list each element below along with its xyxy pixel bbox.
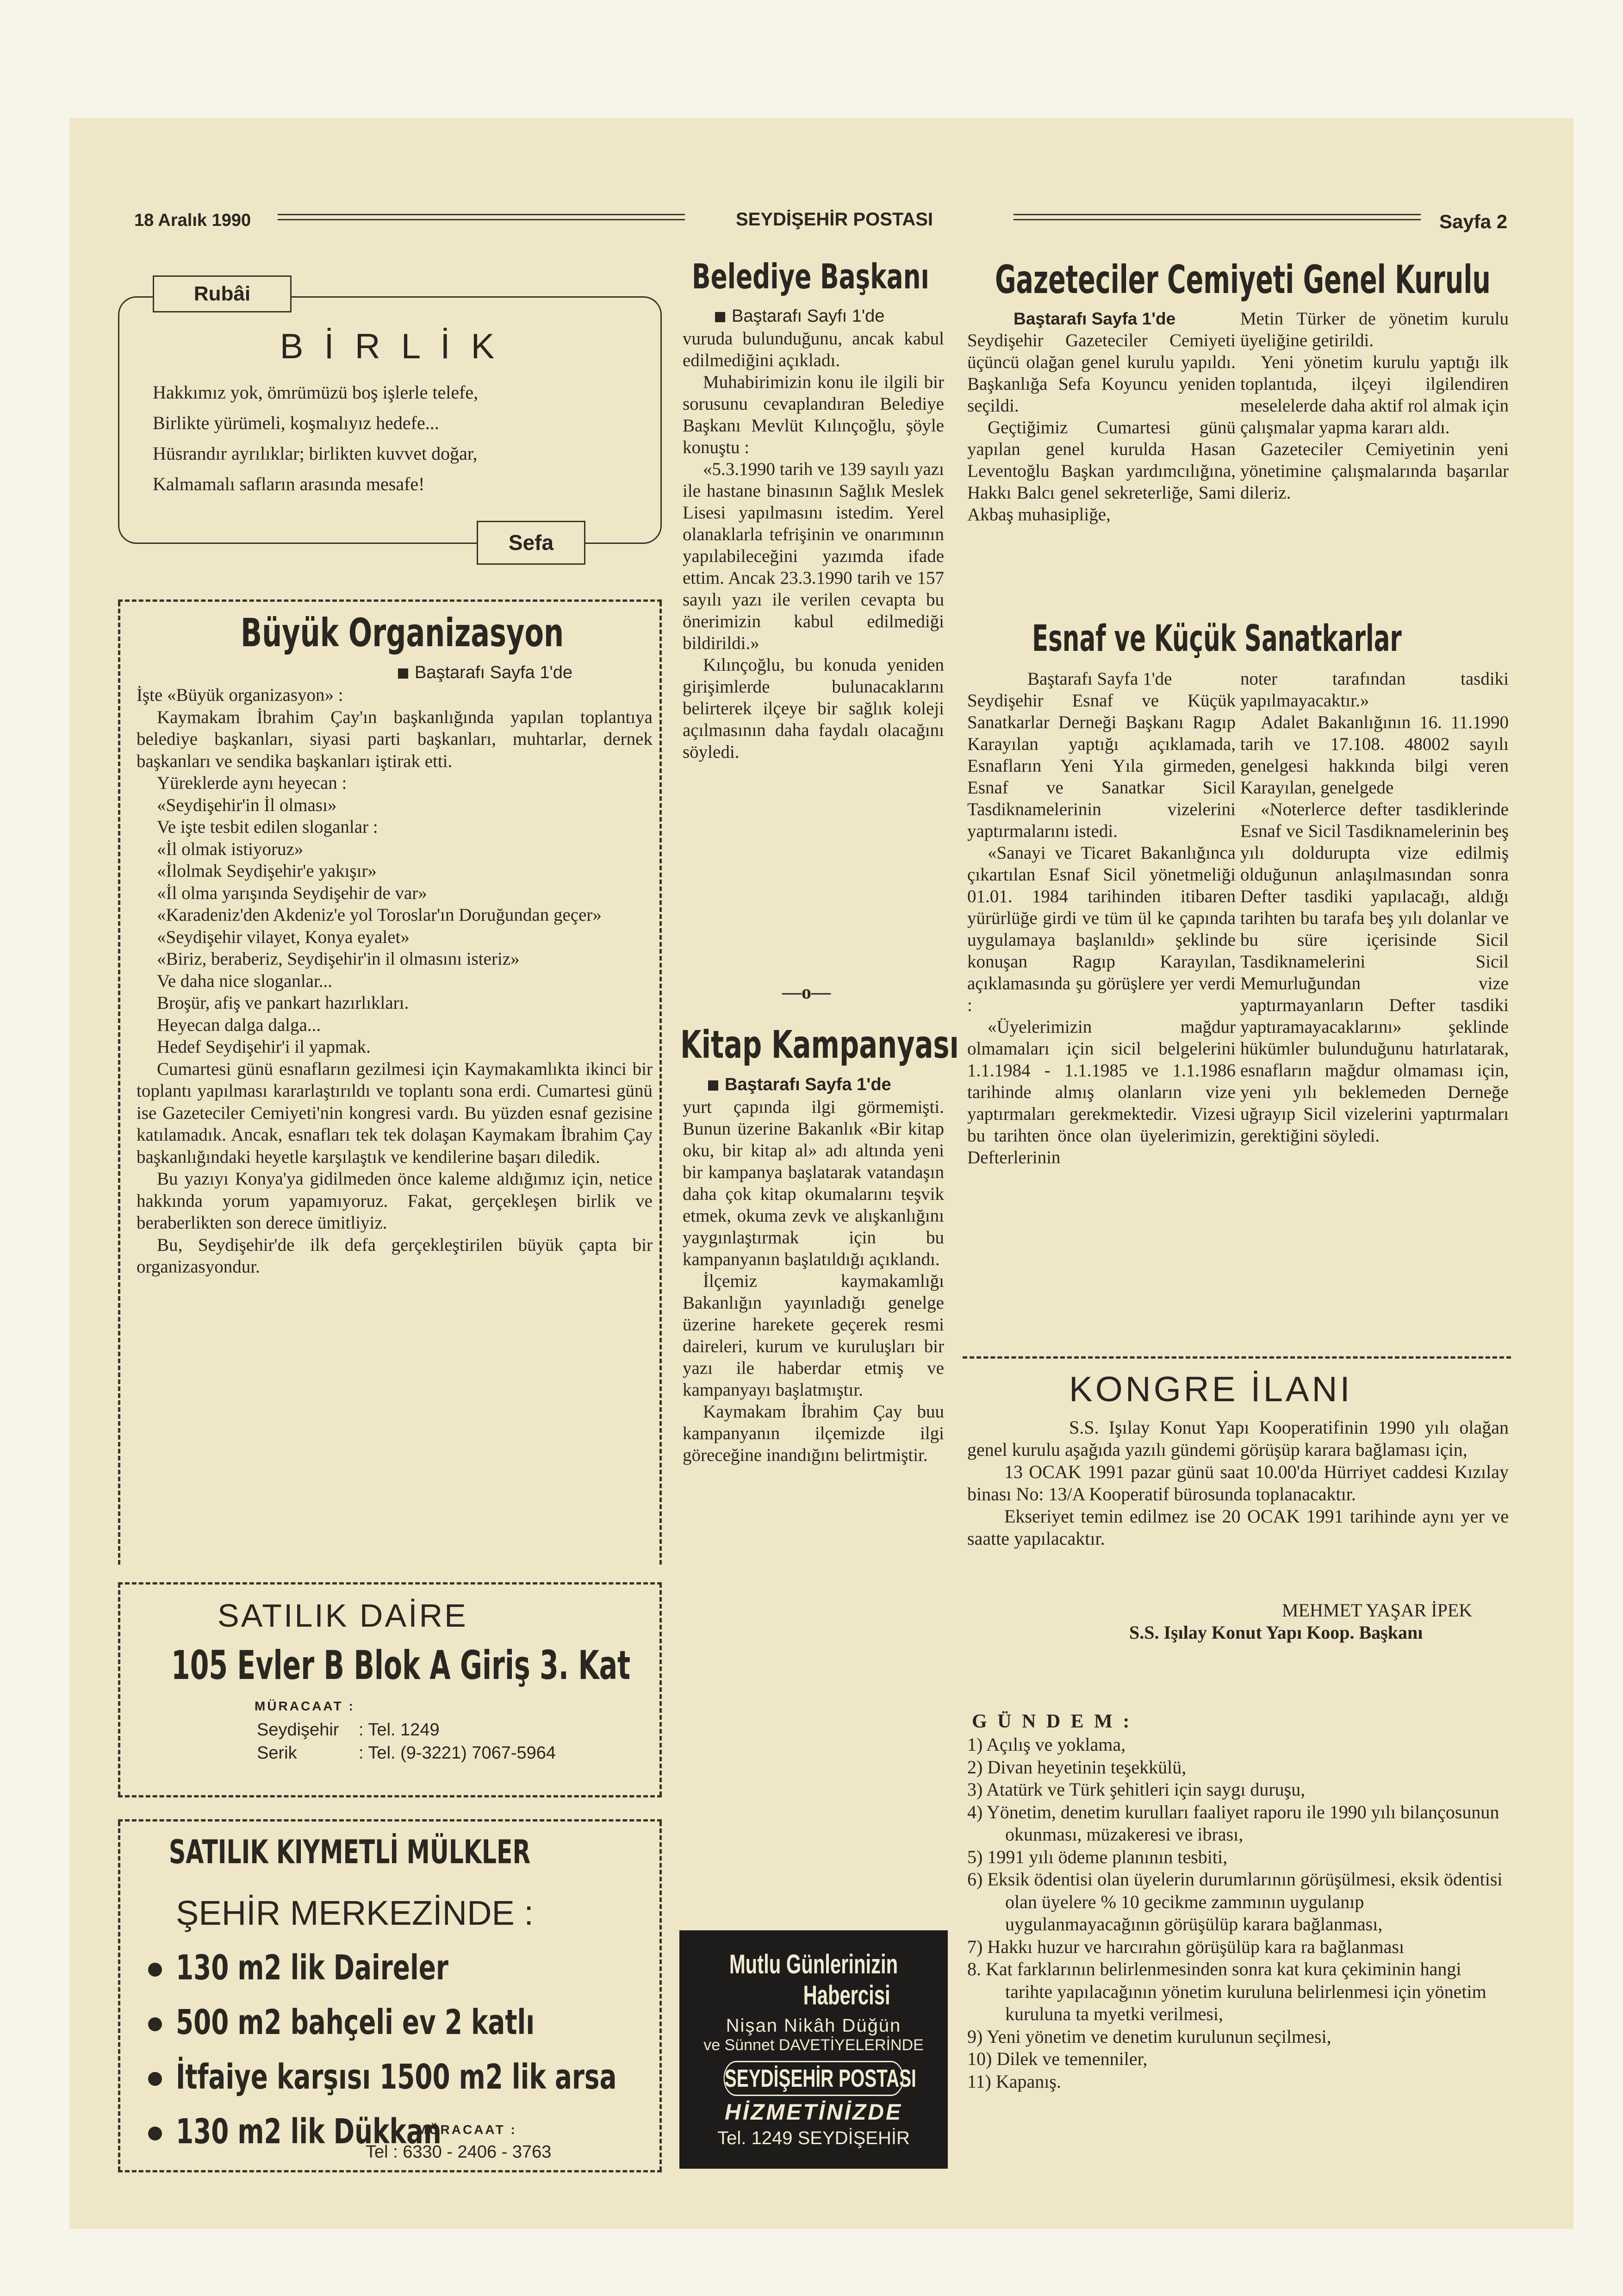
header-rule-right xyxy=(1014,214,1421,220)
gundem-item: 3) Atatürk ve Türk şehitleri için saygı duruşu, xyxy=(967,1779,1306,1800)
paragraph: Bu yazıyı Konya'ya gidilmeden önce kaleme aldığımız için, netice hakkında yorum yapamıyoruz. Fakat, gerçekleşen birlik ve beraberlikten son derece ümitliyiz. xyxy=(137,1169,653,1233)
paragraph: «İl olma yarışında Seydişehir de var» xyxy=(157,883,427,903)
gundem-item: 6) Eksik ödentisi olan üyelerin durumlarının görüşülmesi, eksik ödentisi olan üyelere % 10 gecikme zammının uygulanıp uygulanmayacağının görüşülüp karara bağlanması, xyxy=(967,1869,1503,1934)
paragraph: Muhabirimizin konu ile ilgili bir sorusunu cevaplandıran Belediye Başkanı Mevlüt Kılınçoğlu, şöyle konuştu : xyxy=(683,372,944,457)
gundem-title: G Ü N D E M : xyxy=(972,1711,1132,1732)
contact-row xyxy=(257,1741,556,1765)
ad-line: ve Sünnet DAVETİYELERİNDE xyxy=(703,2036,924,2054)
daire-border-left xyxy=(118,1583,120,1796)
organizasyon-continued xyxy=(398,663,572,683)
paragraph: Kaymakam İbrahim Çay buu kampanyanın ilçemizde ilgi göreceğine inandığını belirtmiştir. xyxy=(683,1402,944,1465)
kongre-signer: MEHMET YAŞAR İPEK xyxy=(1282,1600,1473,1621)
paragraph: Bu, Seydişehir'de ilk defa gerçekleştirilen büyük çapta bir organizasyondur. xyxy=(137,1235,653,1277)
ad-line: Nişan Nikâh Düğün xyxy=(726,2015,902,2036)
gundem-item: 5) 1991 yılı ödeme planının tesbiti, xyxy=(967,1846,1228,1867)
continued-label: Baştarafı Sayfa 1'de xyxy=(1014,309,1176,328)
newspaper-name: SEYDİŞEHİR POSTASI xyxy=(736,209,933,230)
paragraph: Seydişehir Gazeteciler Cemiyeti üçüncü olağan genel kurulu yapıldı. Başkanlığa Sefa Koyuncu yeniden seçildi. xyxy=(967,331,1236,416)
paragraph: Ve işte tesbit edilen sloganlar : xyxy=(157,817,378,837)
paragraph: Seydişehir Esnaf ve Küçük Sanatkarlar Derneği Başkanı Ragıp Karayılan yaptığı açıklamada, Esnafların Yeni Yıla girmeden, Esnaf ve Sanatkar Sicil Tasdiknamelerinin vizelerini yaptırmalarını istedi. xyxy=(967,691,1236,841)
paragraph: «Karadeniz'den Akdeniz'e yol Toroslar'ın Doruğundan geçer» xyxy=(157,905,602,925)
contact-tel: : Tel. (9-3221) 7067-5964 xyxy=(359,1743,556,1763)
kongre-signer-title: S.S. Işılay Konut Yapı Koop. Başkanı xyxy=(1129,1622,1423,1643)
rubai-title: B İ R L İ K xyxy=(280,327,500,366)
gundem-item: 2) Divan heyetinin teşekkülü, xyxy=(967,1756,1187,1778)
continued-label: Baştarafı Sayfı 1'de xyxy=(732,306,885,326)
organizasyon-body xyxy=(137,684,653,1278)
rubai-line: Birlikte yürümeli, koşmalıyız hedefe... xyxy=(153,412,439,433)
paragraph: Broşür, afiş ve pankart hazırlıkları. xyxy=(157,993,409,1013)
mulkler-item-text: 500 m2 bahçeli ev 2 katlı xyxy=(176,2003,535,2042)
paragraph: noter tarafından tasdiki yapılmayacaktır.» xyxy=(1240,669,1509,711)
gundem-item: 4) Yönetim, denetim kurulları faaliyet raporu ile 1990 yılı bilançosunun okunması, müzakeresi ve ibrası, xyxy=(967,1801,1499,1845)
gundem-item: 11) Kapanış. xyxy=(967,2071,1061,2092)
paragraph: İlçemiz kaymakamlığı Bakanlığın yayınladığı genelge üzerine harekete geçerek resmi daireleri, kurum ve kuruluşları bir yazı ile haberdar etmiş ve kampanyayı başlatmıştır. xyxy=(683,1271,944,1400)
continued-label: Baştarafı Sayfa 1'de xyxy=(1027,669,1172,689)
gundem-item: 9) Yeni yönetim ve denetim kurulunun seçilmesi, xyxy=(967,2026,1331,2047)
rubai-author xyxy=(477,521,585,565)
contact-row xyxy=(257,1718,556,1741)
gazeteciler-col2 xyxy=(1240,308,1509,504)
rubai-line: Kalmamalı safların arasında mesafe! xyxy=(153,474,425,494)
kongre-divider xyxy=(963,1356,1511,1359)
paragraph: «Üyelerimizin mağdur olmamaları için sicil belgelerini 1.1.1984 - 1.1.1985 ve 1.1.1986 tarihinde almış olanların vize yaptırmaları gerekmektedir. Vizesi bu tarihten önce olan üyelerimizin, Defterlerinin xyxy=(967,1017,1236,1167)
daire-border-right xyxy=(659,1583,662,1796)
contact-place: Seydişehir xyxy=(257,1720,339,1740)
mulkler-item xyxy=(148,1995,653,2050)
mulkler-subtitle: ŞEHİR MERKEZİNDE : xyxy=(176,1894,534,1932)
daire-border-top xyxy=(118,1582,662,1585)
header-rule-left xyxy=(278,214,685,220)
kitap-title: Kitap Kampanyası xyxy=(680,1023,959,1067)
paragraph: Kılınçoğlu, bu konuda yeniden girişimlerde bulunacaklarını belirterek ilçeye bir sağlık koleji açılmasının daha faydalı olacağını söyledi. xyxy=(683,655,944,762)
paragraph: yurt çapında ilgi görmemişti. Bunun üzerine Bakanlık «Bir kitap oku, bir kitap al» adı altında yeni bir kampanya başlatarak vatandaşın daha çok kitap okumalarını teşvik etmek, okuma zevk ve alışkanlığını yaygınlaştırmak için bu kampanyanın başlatıldığı açıklandı. xyxy=(683,1097,944,1269)
gazeteciler-title: Gazeteciler Cemiyeti Genel Kurulu xyxy=(995,257,1491,302)
continued-label: Baştarafı Sayfa 1'de xyxy=(415,663,573,682)
paragraph: Ekseriyet temin edilmez ise 20 OCAK 1991 tarihinde aynı yer ve saatte yapılacaktır. xyxy=(967,1506,1509,1549)
belediye-body xyxy=(683,328,944,763)
paragraph: Gazeteciler Cemiyetinin yeni yönetimine çalışmalarında başarılar dileriz. xyxy=(1240,439,1509,503)
gundem-item: 8. Kat farklarının belirlenmesinden sonra kat kura çekiminin hangi tarihte yapılacağının yönetim kuruluna belirlenmesi için yönetim kuruluna ta myetki verilmesi, xyxy=(967,1959,1486,2024)
mulkler-border-top xyxy=(118,1819,662,1822)
paragraph: Yeni yönetim kurulu yaptığı ilk toplantıda, ilçeyi ilgilendiren meselelerde daha aktif rol almak için çalışmalar yapma kararı aldı. xyxy=(1240,352,1509,437)
mulkler-item-text: 130 m2 lik Dükkan xyxy=(176,2112,442,2152)
organizasyon-border-top xyxy=(118,599,662,602)
page-number: Sayfa 2 xyxy=(1439,211,1508,232)
paragraph: vuruda bulunduğunu, ancak kabul edilmediğini açıkladı. xyxy=(683,329,944,370)
paragraph: «İl olmak istiyoruz» xyxy=(157,839,304,859)
daire-address: 105 Evler B Blok A Giriş 3. Kat xyxy=(171,1642,631,1689)
esnaf-title: Esnaf ve Küçük Sanatkarlar xyxy=(1032,618,1402,660)
square-bullet-icon xyxy=(715,312,725,322)
gundem-item: 1) Açılış ve yoklama, xyxy=(967,1734,1126,1755)
paragraph: Heyecan dalga dalga... xyxy=(157,1015,321,1035)
paragraph: Metin Türker de yönetim kurulu üyeliğine getirildi. xyxy=(1240,309,1509,350)
daire-contacts xyxy=(257,1718,556,1765)
paragraph: Hedef Seydişehir'i il yapmak. xyxy=(157,1037,371,1057)
belediye-continued xyxy=(715,306,884,326)
mulkler-list xyxy=(148,1940,653,2159)
organizasyon-title: Büyük Organizasyon xyxy=(241,610,564,655)
paragraph: Geçtiğimiz Cumartesi günü yapılan genel kurulda Hasan Leventoğlu Başkan yardımcılığına, Hakkı Balcı genel sekreterliğe, Sami Akbaş muhasipliğe, xyxy=(967,418,1236,524)
paragraph: «Biriz, beraberiz, Seydişehir'in il olmasını isteriz» xyxy=(157,949,520,969)
rubai-poem xyxy=(153,377,653,499)
paragraph: Yüreklerde aynı heyecan : xyxy=(157,773,347,793)
contact-tel: : Tel. 1249 xyxy=(359,1720,440,1740)
kitap-body xyxy=(683,1096,944,1466)
daire-border-bottom xyxy=(118,1795,662,1797)
gazeteciler-col1 xyxy=(967,308,1236,525)
square-bullet-icon xyxy=(398,668,408,679)
organizasyon-border-left xyxy=(118,602,120,1565)
square-bullet-icon xyxy=(708,1080,718,1091)
ad-line: Mutlu Günlerinizin xyxy=(729,1949,898,1979)
dot-bullet-icon xyxy=(148,1963,162,1977)
paragraph: Kaymakam İbrahim Çay'ın başkanlığında yapılan toplantıya belediye başkanları, siyasi parti başkanları, muhtarlar, dernek başkanları ve sendika başkanları iştirak etti. xyxy=(137,707,653,771)
ad-brand: SEYDİŞEHİR POSTASI xyxy=(724,2061,904,2096)
mulkler-muracaat-label xyxy=(417,2122,517,2137)
daire-muracaat: MÜRACAAT : xyxy=(255,1699,355,1713)
continued-label: Baştarafı Sayfa 1'de xyxy=(725,1075,891,1094)
paragraph: S.S. Işılay Konut Yapı Kooperatifinin 1990 yılı olağan genel kurulu aşağıda yazılı gündemi görüşüp karara bağlaması için, xyxy=(967,1417,1509,1460)
ad-service: HİZMETİNİZDE xyxy=(725,2100,902,2125)
belediye-separator: —o— xyxy=(782,982,831,1003)
kongre-title: KONGRE İLANI xyxy=(1069,1370,1353,1409)
mulkler-border-bottom xyxy=(118,2170,662,2172)
ad-tel: Tel. 1249 SEYDİŞEHİR xyxy=(717,2128,910,2148)
esnaf-col1 xyxy=(967,668,1236,1168)
rubai-tag xyxy=(153,275,292,312)
paragraph: «Seydişehir vilayet, Konya eyalet» xyxy=(157,927,410,947)
dot-bullet-icon xyxy=(148,2072,162,2086)
paragraph: «Sanayi ve Ticaret Bakanlığınca çıkartılan Esnaf Sicil yönetmeliği 01.01. 1984 tarihinden itibaren yürürlüğe girdi ve tüm ül ke çapında uygulamaya başlanıldı» şeklinde konuşan Ragıp Karayılan, açıklamasında şu görüşlere yer verdi : xyxy=(967,843,1236,1015)
mulkler-item-text: 130 m2 lik Daireler xyxy=(176,1948,448,1988)
rubai-author-text: Sefa xyxy=(508,530,554,555)
paragraph: Adalet Bakanlığının 16. 11.1990 tarih ve 17.108. 48002 sayılı genelgesi hakkında bilgi veren Karayılan, genelgede xyxy=(1240,712,1509,798)
contact-place: Serik xyxy=(257,1743,297,1763)
rubai-tag-text: Rubâi xyxy=(193,282,251,305)
muracaat-text: MÜRACAAT : xyxy=(417,2122,517,2137)
daire-title: SATILIK DAİRE xyxy=(218,1597,468,1634)
paragraph: «Noterlerce defter tasdiklerinde Esnaf ve Sicil Tasdiknamelerinin beş yılı doldurupta vize edilmiş olduğunun anlaşılmasından sonra Defter tasdiki yapılacağı, aldığı tarihten bu tarafa beş yılı dolanlar ve bu süre içerisinde Sicil Tasdiknamelerini Sicil Memurluğundan vize yaptırmayanların Defter tasdiki yaptıramayacaklarını» şeklinde hükümler bulunduğunu hatırlatarak, esnafların mağdur olmaması için, yeni yılı beklemeden Derneğe uğrayıp Sicil vizelerini yaptırmaları gerektiğini söyledi. xyxy=(1240,799,1509,1146)
kitap-continued xyxy=(708,1075,891,1095)
mulkler-tel: Tel : 6330 - 2406 - 3763 xyxy=(366,2142,552,2162)
paragraph: Ve daha nice sloganlar... xyxy=(157,971,333,991)
dot-bullet-icon xyxy=(148,2127,162,2140)
paragraph: «İlolmak Seydişehir'e yakışır» xyxy=(157,861,377,881)
belediye-title: Belediye Başkanı xyxy=(692,257,929,297)
paragraph: «Seydişehir'in İl olması» xyxy=(157,795,337,815)
paragraph: İşte «Büyük organizasyon» : xyxy=(137,685,343,705)
organizasyon-border-right xyxy=(659,602,662,1565)
mulkler-item xyxy=(148,1940,653,1995)
mulkler-item-text: İtfaiye karşısı 1500 m2 lik arsa xyxy=(176,2057,617,2097)
esnaf-col2 xyxy=(1240,668,1509,1147)
gundem-item: 7) Hakkı huzur ve harcırahın görüşülüp kara ra bağlanması xyxy=(967,1936,1405,1957)
mulkler-border-right xyxy=(659,1822,662,2171)
gundem-list xyxy=(967,1734,1509,2093)
rubai-line: Hakkımız yok, ömrümüzü boş işlerle telefe, xyxy=(153,382,479,403)
gundem-item: 10) Dilek ve temenniler, xyxy=(967,2048,1148,2069)
dot-bullet-icon xyxy=(148,2017,162,2031)
rubai-line: Hüsrandır ayrılıklar; birlikten kuvvet doğar, xyxy=(153,443,478,464)
paragraph: «5.3.1990 tarih ve 139 sayılı yazı ile hastane binasının Sağlık Meslek Lisesi yapılmasını istedim. Yerel olanaklarla tefrişinin ve onarımının yapılabileceğini yazımda ifade ettim. Ancak 23.3.1990 tarih ve 157 sayılı yazı ile verilen cevapta bu önerimizin kabul edilmediği bildirildi.» xyxy=(683,459,944,653)
paragraph: Cumartesi günü esnafların gezilmesi için Kaymakamlıkta ikinci bir toplantı yapılması kararlaştırıldı ve toplantı sona erdi. Cumartesi günü ise Gazeteciler Cemiyeti'nin kongresi vardı. Bu yüzden esnaf gezisine katılamadık. Ancak, esnafları tek tek dolaşan Kaymakam İbrahim Çay başkanlığındaki heyetle karşılaştık ve kendilerine başarı diledik. xyxy=(137,1059,653,1167)
ad-line: Habercisi xyxy=(803,1980,890,2010)
mulkler-border-left xyxy=(118,1822,120,2171)
issue-date: 18 Aralık 1990 xyxy=(134,211,251,230)
mulkler-item xyxy=(148,2050,653,2104)
mulkler-title: SATILIK KIYMETLİ MÜLKLER xyxy=(169,1833,531,1871)
paragraph: 13 OCAK 1991 pazar günü saat 10.00'da Hürriyet caddesi Kızılay binası No: 13/A Kooperatif bürosunda toplanacaktır. xyxy=(967,1461,1509,1504)
davetiye-advertisement xyxy=(679,1930,948,2169)
kongre-body xyxy=(967,1416,1509,1550)
